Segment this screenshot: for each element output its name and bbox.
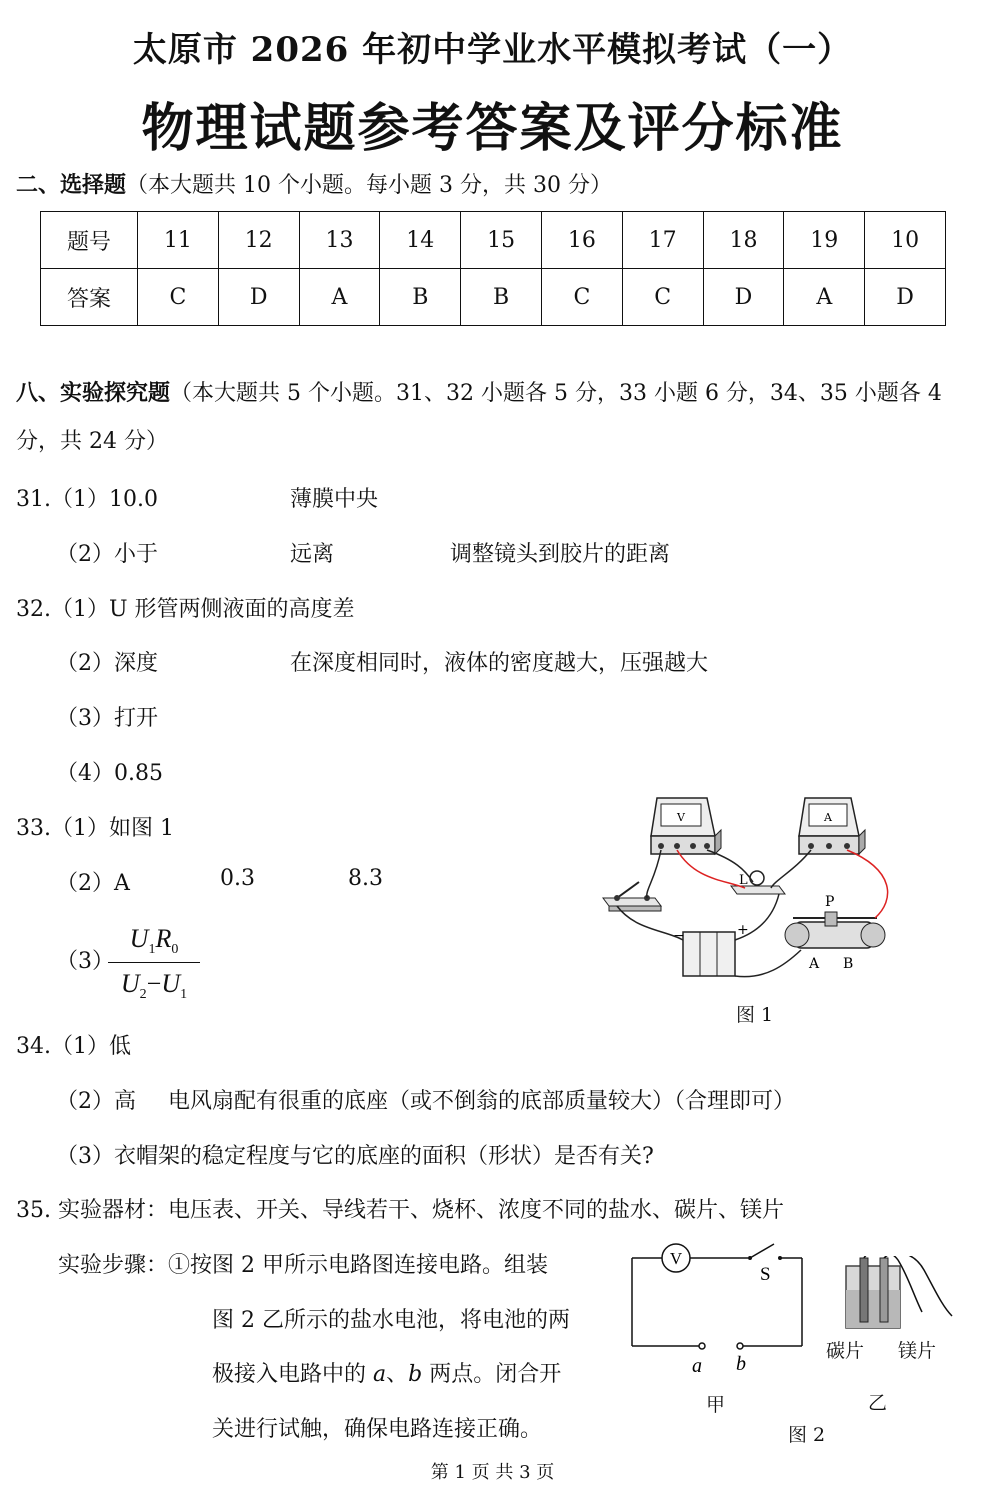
qnum-cell: 13 <box>299 212 380 269</box>
figure-2-circuit-diagram <box>624 1232 810 1382</box>
q34-part1: 34.（1）低 <box>16 1034 131 1059</box>
qnum-cell: 19 <box>784 212 865 269</box>
resistance-formula <box>108 924 200 1003</box>
exam-title: 太原市 2026 年初中学业水平模拟考试（一） <box>132 30 853 70</box>
carbon-plate-label: 碳片 <box>826 1340 865 1362</box>
section-8-heading-line <box>16 376 942 407</box>
qnum-cell: 17 <box>622 212 703 269</box>
formula-denominator: $U_2-U_1$ <box>120 969 188 1003</box>
rheostat-slider-label: P <box>825 894 835 910</box>
lamp-icon <box>731 871 785 894</box>
qnum-cell: 14 <box>380 212 461 269</box>
answer-cell: D <box>703 269 784 326</box>
switch-symbol-icon <box>750 1244 774 1258</box>
q31-part2-answer2: 远离 <box>290 542 335 567</box>
figure-1-caption: 图 1 <box>736 1004 774 1026</box>
qnum-cell: 18 <box>703 212 784 269</box>
section-8-note-cont: 分，共 24 分） <box>16 429 168 454</box>
q31-part2: （2）小于 <box>56 542 158 567</box>
section-2-heading: 二、选择题 <box>16 173 127 198</box>
qnum-cell: 15 <box>461 212 542 269</box>
q33-part2: （2）A <box>56 871 130 896</box>
point-b-label: b <box>736 1353 746 1375</box>
q32-part2: （2）深度 <box>56 651 158 676</box>
answer-cell: A <box>299 269 380 326</box>
q34-part2-answer2: 电风扇配有很重的底座（或不倒翁的底部质量较大）（合理即可） <box>168 1089 796 1114</box>
answer-cell: C <box>541 269 622 326</box>
salt-water-battery-icon <box>838 1256 958 1336</box>
qnum-cell: 12 <box>218 212 299 269</box>
q35-steps-line1: 实验步骤：①按图 2 甲所示电路图连接电路。组装 <box>58 1253 548 1278</box>
q35-steps-line4: 关进行试触，确保电路连接正确。 <box>212 1417 543 1442</box>
rheostat-icon <box>785 894 885 972</box>
rheostat-end-a-label: A <box>809 956 820 972</box>
q33-part1: 33.（1）如图 1 <box>16 816 174 841</box>
answer-cell: B <box>380 269 461 326</box>
qnum-cell: 16 <box>541 212 622 269</box>
q31-part1-answer2: 薄膜中央 <box>290 487 379 512</box>
magnesium-plate-label: 镁片 <box>898 1340 937 1362</box>
battery-plus-label: + <box>737 922 749 938</box>
answer-key-title: 物理试题参考答案及评分标准 <box>141 98 844 159</box>
page-number: 第 1 页 共 3 页 <box>430 1462 555 1483</box>
formula-numerator: $U_1R_0$ <box>108 924 200 963</box>
voltmeter-label: V <box>677 811 685 824</box>
voltmeter-icon <box>651 798 721 854</box>
q31-part2-answer3: 调整镜头到胶片的距离 <box>450 542 671 567</box>
figure-2-sub-jia: 甲 <box>706 1394 726 1416</box>
figure-2-caption: 图 2 <box>788 1424 826 1446</box>
figure-2-sub-yi: 乙 <box>868 1392 888 1414</box>
ammeter-icon <box>799 798 865 854</box>
q35-steps-line2: 图 2 乙所示的盐水电池，将电池的两 <box>212 1308 570 1333</box>
answer-cell: C <box>622 269 703 326</box>
ammeter-label: A <box>824 811 832 824</box>
section-8-heading: 八、实验探究题 <box>16 381 171 406</box>
answer-cell: D <box>865 269 946 326</box>
switch-label: S <box>760 1264 771 1285</box>
row-label-number: 题号 <box>41 212 138 269</box>
battery-icon <box>673 922 749 976</box>
q32-part1: 32.（1）U 形管两侧液面的高度差 <box>16 597 355 622</box>
q33-part3: （3） <box>56 949 114 974</box>
meter-label: V <box>669 1249 683 1268</box>
qnum-cell: 11 <box>138 212 219 269</box>
q32-part4: （4）0.85 <box>56 761 163 786</box>
qnum-cell: 10 <box>865 212 946 269</box>
q32-part2-answer2: 在深度相同时，液体的密度越大，压强越大 <box>290 651 709 676</box>
q34-part2: （2）高 <box>56 1089 136 1114</box>
answer-cell: C <box>138 269 219 326</box>
q31-part1: 31.（1）10.0 <box>16 487 158 512</box>
answer-cell: A <box>784 269 865 326</box>
figure-1-circuit <box>595 790 895 990</box>
q32-part3: （3）打开 <box>56 706 158 731</box>
choice-answer-table <box>40 211 946 326</box>
section-8-note: （本大题共 5 个小题。31、32 小题各 5 分，33 小题 6 分，34、35 小题各 4 <box>170 381 942 406</box>
q34-part3: （3）衣帽架的稳定程度与它的底座的面积（形状）是否有关? <box>56 1144 654 1169</box>
q33-part2-answer2: 0.3 <box>220 866 255 891</box>
answer-cell: B <box>461 269 542 326</box>
answer-cell: D <box>218 269 299 326</box>
q35-materials: 35. 实验器材：电压表、开关、导线若干、烧杯、浓度不同的盐水、碳片、镁片 <box>16 1198 784 1223</box>
lamp-label: L <box>739 873 748 888</box>
battery-minus-label: − <box>673 928 685 944</box>
rheostat-end-b-label: B <box>843 956 854 972</box>
section-2-heading-line <box>16 168 612 199</box>
answer-row <box>41 269 946 326</box>
row-label-answer: 答案 <box>41 269 138 326</box>
question-number-row <box>41 212 946 269</box>
point-a-label: a <box>692 1355 702 1377</box>
q35-steps-line3: 极接入电路中的 a、b 两点。闭合开 <box>212 1362 562 1387</box>
section-2-note: （本大题共 10 个小题。每小题 3 分，共 30 分） <box>126 173 612 198</box>
switch-icon <box>603 882 661 911</box>
q33-part2-answer3: 8.3 <box>348 866 383 891</box>
